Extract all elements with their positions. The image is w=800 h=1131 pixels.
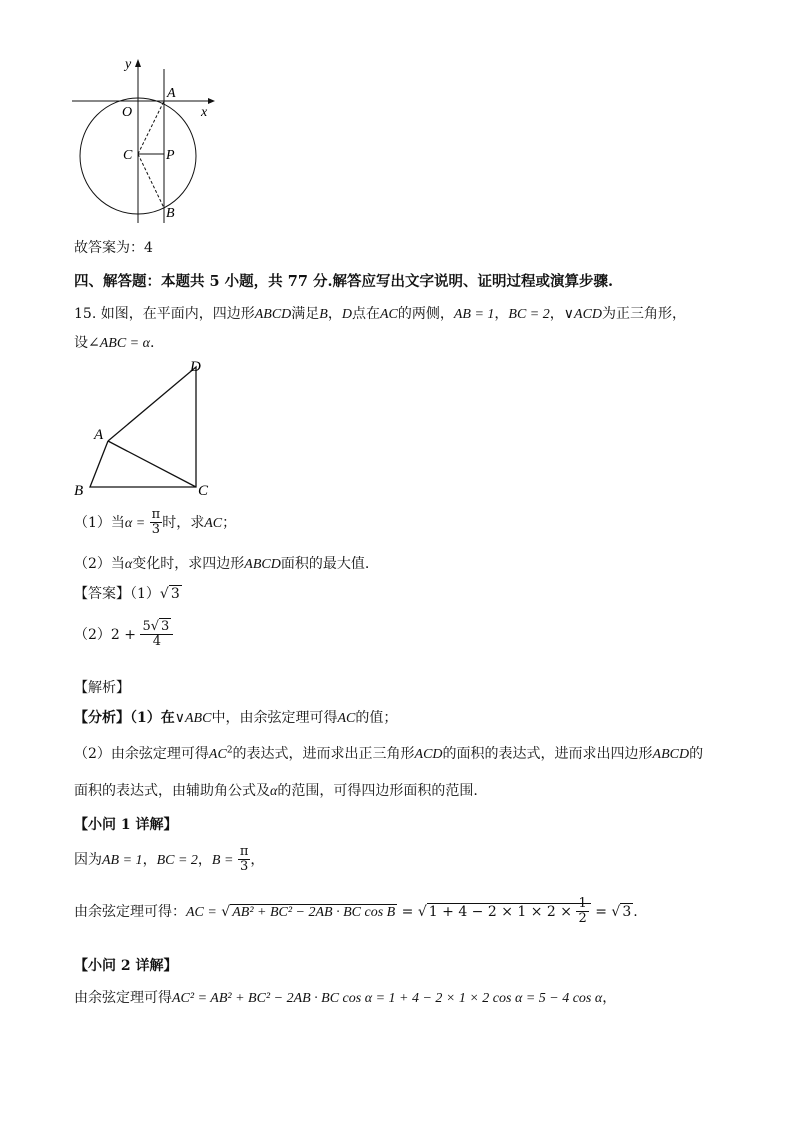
- x-axis-arrow: [208, 98, 215, 104]
- analysis-line-2: （2）由余弦定理可得$AC^2$的表达式，进而求出正三角形ACD的面积的表达式，进而求出四边形ABCD的: [74, 745, 704, 762]
- analysis-line-3: 面积的表达式，由辅助角公式及α的范围，可得四边形面积的范围.: [74, 783, 478, 799]
- label-b: B: [74, 483, 84, 499]
- diagonal-ac: [108, 441, 196, 487]
- sub-question-1-heading: 【小问 1 详解】: [74, 817, 178, 833]
- label-b: B: [166, 206, 175, 221]
- problem-15-line2: 设∠ABC = α.: [74, 335, 155, 351]
- fraction-pi-over-3: $\frac{\pi}{3}$: [151, 507, 161, 538]
- solution-2-line-1: 由余弦定理可得AC² = AB² + BC² − 2AB · BC cos α = 1 + 4 − 2 × 1 × 2 cos α = 5 − 4 cos α，: [74, 990, 617, 1006]
- answer-part-1: 【答案】（1）√ 3: [74, 586, 180, 602]
- label-a: A: [167, 86, 176, 101]
- question-2: （2）当α变化时，求四边形ABCD面积的最大值.: [74, 556, 370, 572]
- analysis-line-1: 【分析】（1）在∨ABC中，由余弦定理可得AC的值；: [74, 710, 398, 726]
- fraction-5root3-over-4: $\frac{5√ 3}{4}$: [140, 620, 173, 650]
- section-heading: 四、解答题：本题共 5 小题，共 77 分.解答应写出文字说明、证明过程或演算步骤.: [74, 273, 614, 290]
- label-x: x: [201, 105, 208, 120]
- previous-answer: 故答案为：4: [74, 240, 153, 256]
- fraction-pi-over-3-b: $\frac{\pi}{3}$: [239, 844, 249, 875]
- problem-15-line1: 15. 如图，在平面内，四边形ABCD满足B，D点在AC的两侧，AB = 1，BC = 2，∨ACD为正三角形，: [74, 306, 687, 322]
- analysis-label: 【解析】: [74, 680, 130, 696]
- answer-part-2: （2）2 + $\frac{5√ 3}{4}$: [74, 620, 173, 650]
- question-1: （1）当α = $\frac{\pi}{3}$ 时，求AC；: [74, 507, 237, 538]
- sub-question-2-heading: 【小问 2 详解】: [74, 958, 178, 974]
- fraction-1-over-2: $\frac{1}{2}$: [578, 896, 587, 927]
- y-axis-arrow: [135, 59, 141, 67]
- solution-1-line-1: 因为AB = 1，BC = 2，B = $\frac{\pi}{3}$ ，: [74, 844, 265, 875]
- label-y: y: [125, 57, 132, 72]
- label-a: A: [94, 427, 104, 443]
- label-p: P: [166, 148, 175, 163]
- quadrilateral-figure: [68, 355, 228, 500]
- label-c: C: [198, 483, 209, 499]
- segment-cb: [138, 154, 164, 208]
- segment-ca: [138, 101, 164, 154]
- solution-1-line-2: 由余弦定理可得：AC = √ AB² + BC² − 2AB · BC cos B = √ 1 + 4 − 2 × 1 × 2 × $\frac{1}{2}$ = √ 3 .: [74, 896, 638, 927]
- label-d: D: [190, 359, 201, 375]
- quadrilateral-outline: [90, 367, 196, 487]
- label-o: O: [122, 105, 133, 120]
- circle-axis-figure: [68, 55, 218, 230]
- label-c: C: [123, 148, 133, 163]
